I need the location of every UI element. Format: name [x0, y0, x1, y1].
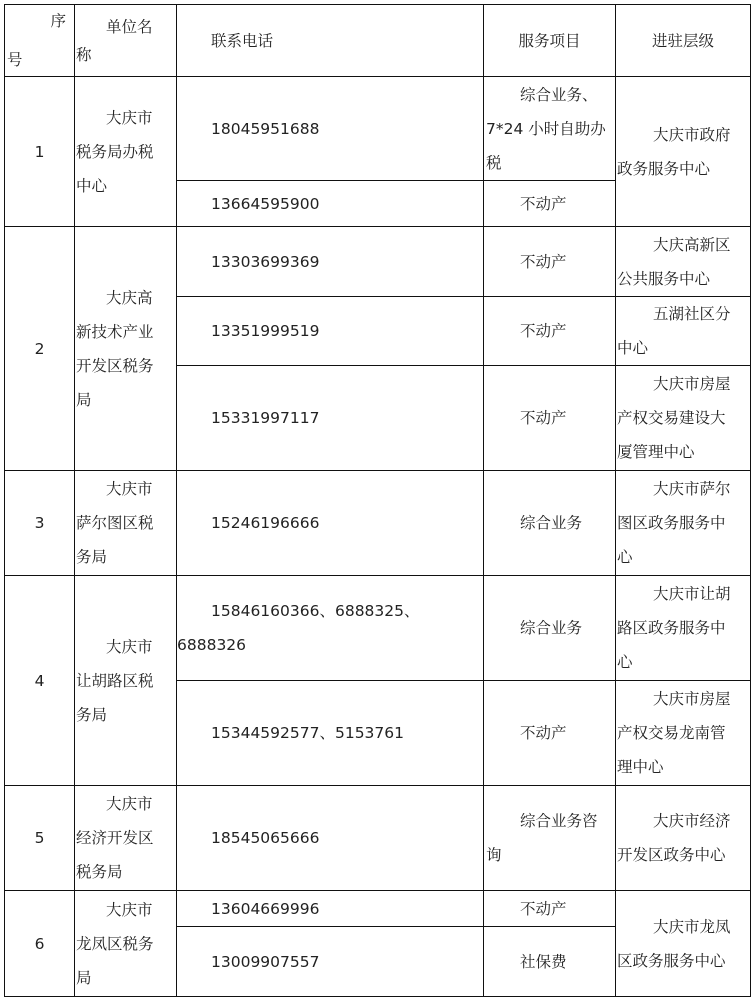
phone-cell: 18045951688 — [177, 77, 484, 181]
level-line: 大庆高新区 — [653, 235, 731, 254]
level-line: 开发区政务中心 — [617, 846, 726, 864]
phone-cell: 18545065666 — [177, 786, 484, 891]
level-cell — [616, 891, 751, 997]
row-unit — [75, 77, 177, 227]
service-cell: 不动产 — [484, 297, 616, 366]
unit-line: 开发区税务 — [76, 356, 154, 375]
row-unit — [75, 786, 177, 891]
level-line: 大庆市房屋 — [653, 690, 731, 708]
level-line: 政务服务中心 — [617, 159, 711, 178]
table-row — [5, 576, 751, 681]
level-cell — [616, 576, 751, 681]
unit-line: 中心 — [76, 176, 108, 195]
service-line: 询 — [486, 846, 502, 864]
row-seq: 6 — [5, 891, 75, 997]
header-phone: 联系电话 — [177, 5, 484, 77]
row-unit — [75, 576, 177, 786]
service-line: 综合业务、 — [520, 85, 598, 104]
service-cell — [484, 786, 616, 891]
service-cell: 不动产 — [484, 891, 616, 927]
service-cell: 不动产 — [484, 681, 616, 786]
unit-line: 务局 — [76, 548, 108, 566]
level-line: 中心 — [617, 339, 649, 357]
unit-line: 大庆市 — [106, 795, 153, 813]
unit-line: 新技术产业 — [76, 322, 154, 341]
level-line: 大庆市政府 — [653, 125, 731, 144]
level-cell — [616, 297, 751, 366]
unit-line: 让胡路区税 — [76, 671, 154, 690]
row-seq: 4 — [5, 576, 75, 786]
service-cell: 不动产 — [484, 227, 616, 297]
row-seq: 3 — [5, 471, 75, 576]
phone-cell — [177, 576, 484, 681]
header-seq-line2: 号 — [7, 51, 23, 69]
level-line: 路区政务服务中 — [617, 619, 726, 637]
table-row — [5, 227, 751, 297]
level-cell — [616, 77, 751, 227]
level-line: 五湖社区分 — [653, 305, 731, 323]
level-line: 产权交易建设大 — [617, 409, 726, 427]
header-row — [5, 5, 751, 77]
service-cell: 不动产 — [484, 181, 616, 227]
tax-office-table — [4, 4, 751, 997]
row-seq: 5 — [5, 786, 75, 891]
service-cell: 社保费 — [484, 927, 616, 997]
unit-line: 萨尔图区税 — [76, 514, 154, 532]
service-cell — [484, 77, 616, 181]
service-cell: 不动产 — [484, 366, 616, 471]
level-line: 产权交易龙南管 — [617, 724, 726, 742]
row-unit — [75, 227, 177, 471]
table-row — [5, 77, 751, 181]
level-line: 大庆市房屋 — [653, 375, 731, 393]
unit-line: 大庆市 — [106, 480, 153, 498]
unit-line: 税务局办税 — [76, 142, 154, 161]
phone-cell: 13009907557 — [177, 927, 484, 997]
header-level: 进驻层级 — [616, 5, 751, 77]
level-line: 大庆市经济 — [653, 812, 731, 830]
level-line: 心 — [617, 548, 633, 566]
level-line: 图区政务服务中 — [617, 514, 726, 532]
unit-line: 经济开发区 — [76, 829, 154, 847]
level-line: 心 — [617, 653, 633, 671]
phone-cell: 15331997117 — [177, 366, 484, 471]
unit-line: 税务局 — [76, 863, 123, 881]
phone-cell: 13351999519 — [177, 297, 484, 366]
level-cell — [616, 786, 751, 891]
header-unit — [75, 5, 177, 77]
phone-cell: 13664595900 — [177, 181, 484, 227]
level-line: 大庆市让胡 — [653, 585, 731, 603]
phone-cell: 13604669996 — [177, 891, 484, 927]
phone-cell: 15246196666 — [177, 471, 484, 576]
header-unit-line2: 称 — [76, 45, 92, 64]
row-unit — [75, 471, 177, 576]
unit-line: 大庆高 — [106, 288, 153, 307]
table-row — [5, 786, 751, 891]
level-cell — [616, 681, 751, 786]
service-cell: 综合业务 — [484, 471, 616, 576]
header-seq — [5, 5, 75, 77]
service-line: 综合业务咨 — [520, 812, 598, 830]
row-seq: 1 — [5, 77, 75, 227]
service-line: 税 — [486, 153, 502, 172]
level-line: 大庆市龙凤 — [653, 917, 731, 936]
table-row — [5, 471, 751, 576]
service-line: 7*24 小时自助办 — [486, 119, 606, 138]
level-cell — [616, 227, 751, 297]
phone-cell: 13303699369 — [177, 227, 484, 297]
service-cell: 综合业务 — [484, 576, 616, 681]
unit-line: 大庆市 — [106, 108, 153, 127]
unit-line: 大庆市 — [106, 637, 153, 656]
level-line: 理中心 — [617, 758, 664, 776]
phone-cell: 15344592577、5153761 — [177, 681, 484, 786]
header-unit-line1: 单位名 — [106, 17, 153, 36]
level-cell — [616, 471, 751, 576]
header-service: 服务项目 — [484, 5, 616, 77]
level-line: 大庆市萨尔 — [653, 480, 731, 498]
level-line: 公共服务中心 — [617, 269, 711, 288]
level-line: 区政务服务中心 — [617, 951, 726, 970]
unit-line: 局 — [76, 968, 92, 987]
header-seq-line1: 序 — [50, 12, 66, 30]
phone-line: 6888326 — [177, 636, 247, 654]
unit-line: 大庆市 — [106, 900, 153, 919]
unit-line: 局 — [76, 390, 92, 409]
level-line: 厦管理中心 — [617, 443, 695, 461]
level-cell — [616, 366, 751, 471]
row-seq: 2 — [5, 227, 75, 471]
unit-line: 务局 — [76, 705, 108, 724]
table-row — [5, 891, 751, 927]
row-unit — [75, 891, 177, 997]
unit-line: 龙凤区税务 — [76, 934, 154, 953]
phone-line: 15846160366、6888325、 — [211, 602, 420, 620]
